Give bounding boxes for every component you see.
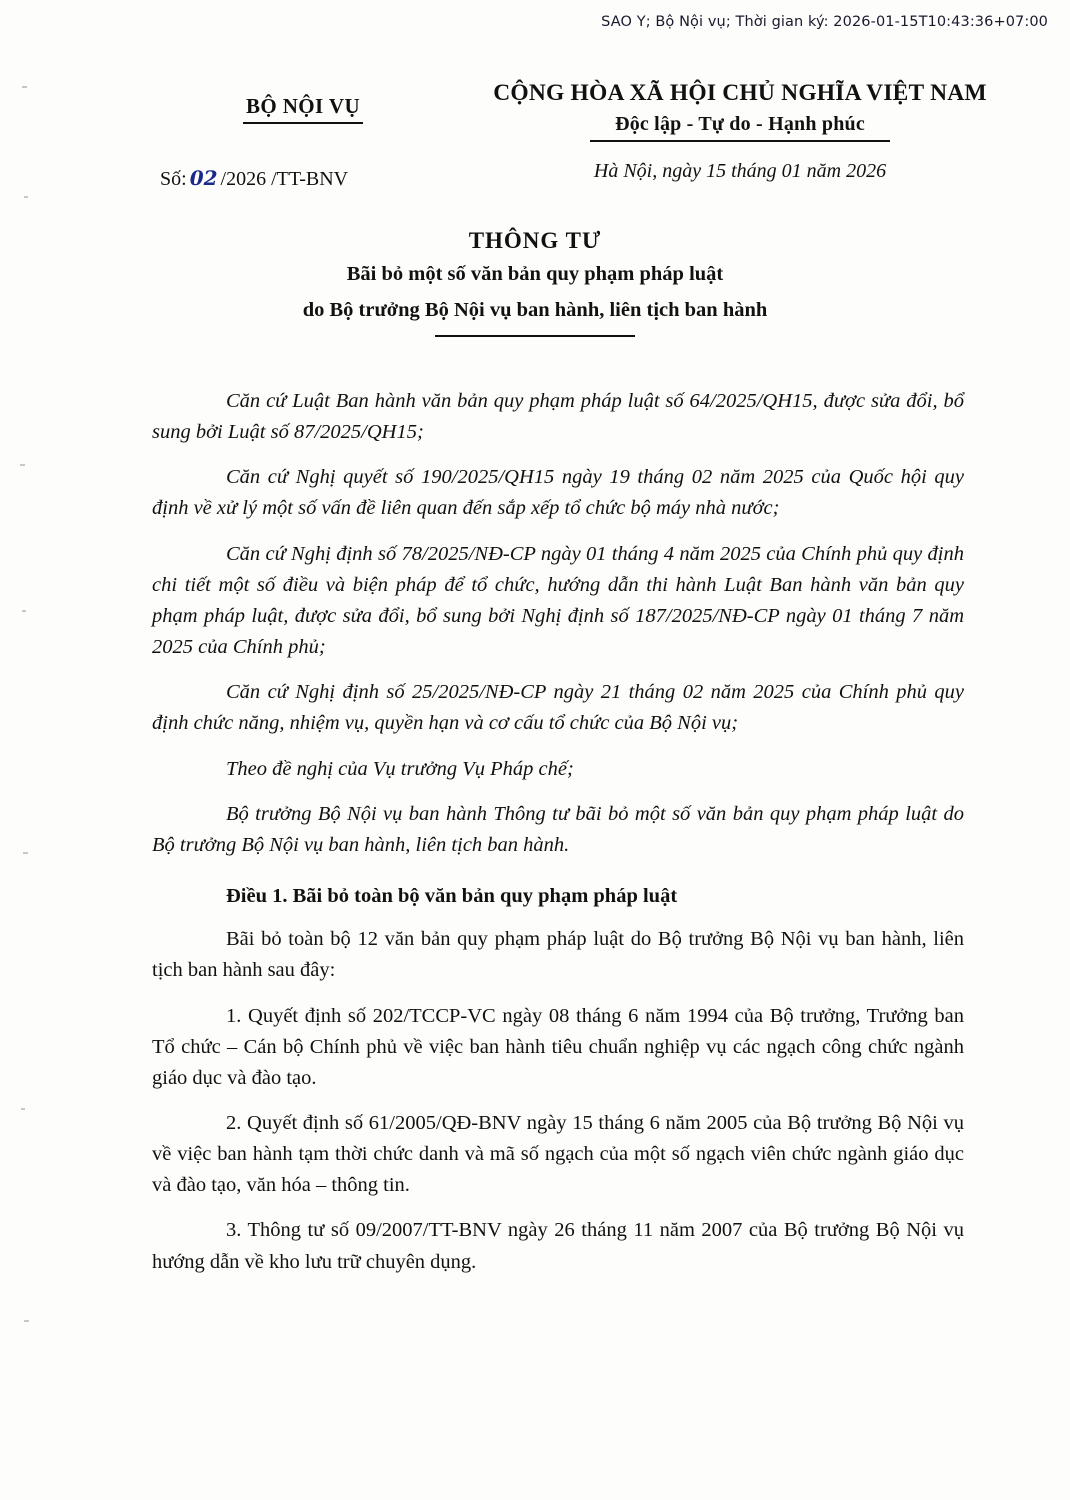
document-number-suffix: /2026 /TT-BNV [220,168,349,190]
national-title: CỘNG HÒA XÃ HỘI CHỦ NGHĨA VIỆT NAM [493,80,987,106]
article-1-item-2: 2. Quyết định số 61/2005/QĐ-BNV ngày 15 tháng 6 năm 2005 của Bộ trưởng Bộ Nội vụ về việc ban hành tạm thời chức danh và mã số ngạch của một số ngạch viên chức ngành giáo dục và đào tạo, văn hóa – thông tin. [152,1111,964,1197]
article-1-intro: Bãi bỏ toàn bộ 12 văn bản quy phạm pháp luật do Bộ trưởng Bộ Nội vụ ban hành, liên tịch ban hành sau đây: [152,928,964,982]
scan-speckle [20,464,25,466]
document-body [152,386,964,1292]
document-title-block [0,228,1070,337]
scan-speckle [24,1320,29,1322]
scan-speckle [22,86,27,88]
preamble-paragraph-5: Theo đề nghị của Vụ trưởng Vụ Pháp chế; [226,757,574,780]
preamble-paragraph-4: Căn cứ Nghị định số 25/2025/NĐ-CP ngày 21 tháng 02 năm 2025 của Chính phủ quy định chức năng, nhiệm vụ, quyền hạn và cơ cấu tổ chức của Bộ Nội vụ; [152,681,964,735]
article-1-heading: Điều 1. Bãi bỏ toàn bộ văn bản quy phạm pháp luật [226,885,678,908]
issuing-organization [168,94,438,124]
motto-underline [590,140,890,142]
document-subject-line-1: Bãi bỏ một số văn bản quy phạm pháp luật [346,263,724,285]
scan-speckle [24,196,28,198]
document-kind: THÔNG TƯ [468,228,602,253]
article-1-item-1: 1. Quyết định số 202/TCCP-VC ngày 08 tháng 6 năm 1994 của Bộ trưởng, Trưởng ban Tổ chức – Cán bộ Chính phủ về việc ban hành tiêu chuẩn nghiệp vụ các ngạch công chức ngành giáo dục và đào tạo. [152,1004,964,1089]
scan-speckle [21,1108,25,1110]
organization-underline [243,122,363,124]
organization-name: BỘ NỘI VỤ [245,94,361,118]
preamble-paragraph-6: Bộ trưởng Bộ Nội vụ ban hành Thông tư bãi bỏ một số văn bản quy phạm pháp luật do Bộ trưởng Bộ Nội vụ ban hành, liên tịch ban hành. [152,802,964,856]
document-header [0,80,1070,210]
digital-signature-stamp: SAO Y; Bộ Nội vụ; Thời gian ký: 2026-01-15T10:43:36+07:00 [601,14,1048,30]
document-number-handwritten: 02 [189,166,218,190]
document-number [160,166,348,191]
place-and-date: Hà Nội, ngày 15 tháng 01 năm 2026 [593,159,887,182]
preamble-paragraph-1: Căn cứ Luật Ban hành văn bản quy phạm pháp luật số 64/2025/QH15, được sửa đổi, bổ sung bởi Luật số 87/2025/QH15; [152,390,964,444]
scan-speckle [22,610,26,612]
scan-speckle [23,852,28,854]
national-header [470,80,1010,183]
document-number-prefix: Số: [160,168,187,190]
title-underline [435,335,635,337]
document-subject-line-2: do Bộ trưởng Bộ Nội vụ ban hành, liên tịch ban hành [302,298,768,321]
article-1-item-3: 3. Thông tư số 09/2007/TT-BNV ngày 26 tháng 11 năm 2007 của Bộ trưởng Bộ Nội vụ hướng dẫn về kho lưu trữ chuyên dụng. [152,1219,964,1273]
national-motto: Độc lập - Tự do - Hạnh phúc [615,113,865,135]
preamble-paragraph-3: Căn cứ Nghị định số 78/2025/NĐ-CP ngày 01 tháng 4 năm 2025 của Chính phủ quy định chi tiết một số điều và biện pháp để tổ chức, hướng dẫn thi hành Luật Ban hành văn bản quy phạm pháp luật, được sửa đổi, bổ sung bởi Nghị định số 187/2025/NĐ-CP ngày 01 tháng 7 năm 2025 của Chính phủ; [152,542,964,659]
preamble-paragraph-2: Căn cứ Nghị quyết số 190/2025/QH15 ngày 19 tháng 02 năm 2025 của Quốc hội quy định về xử lý một số vấn đề liên quan đến sắp xếp tổ chức bộ máy nhà nước; [152,466,964,520]
